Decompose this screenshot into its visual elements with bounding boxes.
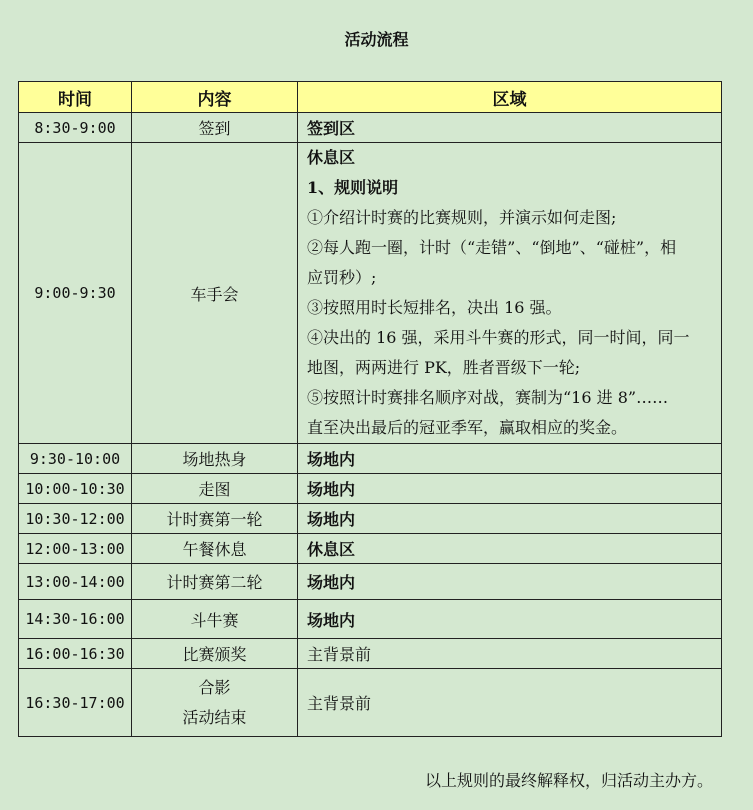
row-time: 16:30-17:00: [19, 669, 132, 737]
table-row: [19, 504, 722, 534]
content-line: 活动结束: [182, 707, 247, 727]
rule-line: ⑤按照计时赛排名顺序对战，赛制为“16 进 8”……: [307, 388, 669, 407]
table-row: [19, 669, 722, 737]
rule-line: 直至决出最后的冠亚季军，赢取相应的奖金。: [307, 418, 628, 437]
row-area-details: [298, 143, 722, 444]
header-area: 区域: [298, 82, 722, 113]
rule-line: ④决出的 16 强，采用斗牛赛的形式，同一时间，同一: [307, 328, 690, 347]
rule-line: ③按照用时长短排名，决出 16 强。: [307, 298, 562, 317]
rule-line: 应罚秒）;: [307, 268, 377, 287]
header-time: 时间: [19, 82, 132, 113]
row-time: 9:00-9:30: [19, 143, 132, 444]
table-row: [19, 639, 722, 669]
row-content: 走图: [132, 474, 298, 504]
row-area: 主背景前: [298, 669, 722, 737]
row-content: 计时赛第一轮: [132, 504, 298, 534]
table-row: [19, 474, 722, 504]
row-time: 14:30-16:00: [19, 600, 132, 639]
row-time: 10:30-12:00: [19, 504, 132, 534]
row-time: 10:00-10:30: [19, 474, 132, 504]
rules-heading: 1、规则说明: [307, 178, 399, 197]
footer-note: 以上规则的最终解释权，归活动主办方。: [424, 771, 713, 790]
content-line: 合影: [198, 677, 231, 697]
row-content: 签到: [132, 113, 298, 143]
row-content: [132, 669, 298, 737]
row-content: 计时赛第二轮: [132, 564, 298, 600]
row-time: 16:00-16:30: [19, 639, 132, 669]
row-time: 9:30-10:00: [19, 444, 132, 474]
row-area: 休息区: [298, 534, 722, 564]
row-time: 12:00-13:00: [19, 534, 132, 564]
table-row: [19, 444, 722, 474]
row-content: 车手会: [132, 143, 298, 444]
row-content: 场地热身: [132, 444, 298, 474]
row-content: 午餐休息: [132, 534, 298, 564]
rule-line: 地图，两两进行 PK，胜者晋级下一轮;: [307, 358, 581, 377]
rule-line: ②每人跑一圈，计时（“走错”、“倒地”、“碰桩”，相: [307, 238, 677, 257]
rule-line: ①介绍计时赛的比赛规则，并演示如何走图;: [307, 208, 617, 227]
row-area: 场地内: [298, 444, 722, 474]
header-content: 内容: [132, 82, 298, 113]
schedule-table: [18, 81, 722, 737]
table-row: [19, 600, 722, 639]
row-area: 主背景前: [298, 639, 722, 669]
row-time: 13:00-14:00: [19, 564, 132, 600]
area-label: 休息区: [307, 148, 356, 167]
row-area: 场地内: [298, 564, 722, 600]
row-area: 签到区: [298, 113, 722, 143]
page-title: 活动流程: [344, 30, 409, 49]
row-area: 场地内: [298, 504, 722, 534]
table-row: [19, 113, 722, 143]
row-content: 比赛颁奖: [132, 639, 298, 669]
table-row: [19, 143, 722, 444]
row-area: 场地内: [298, 600, 722, 639]
table-row: [19, 564, 722, 600]
row-content: 斗牛赛: [132, 600, 298, 639]
table-row: [19, 534, 722, 564]
row-area: 场地内: [298, 474, 722, 504]
row-time: 8:30-9:00: [19, 113, 132, 143]
table-header-row: [19, 82, 722, 113]
